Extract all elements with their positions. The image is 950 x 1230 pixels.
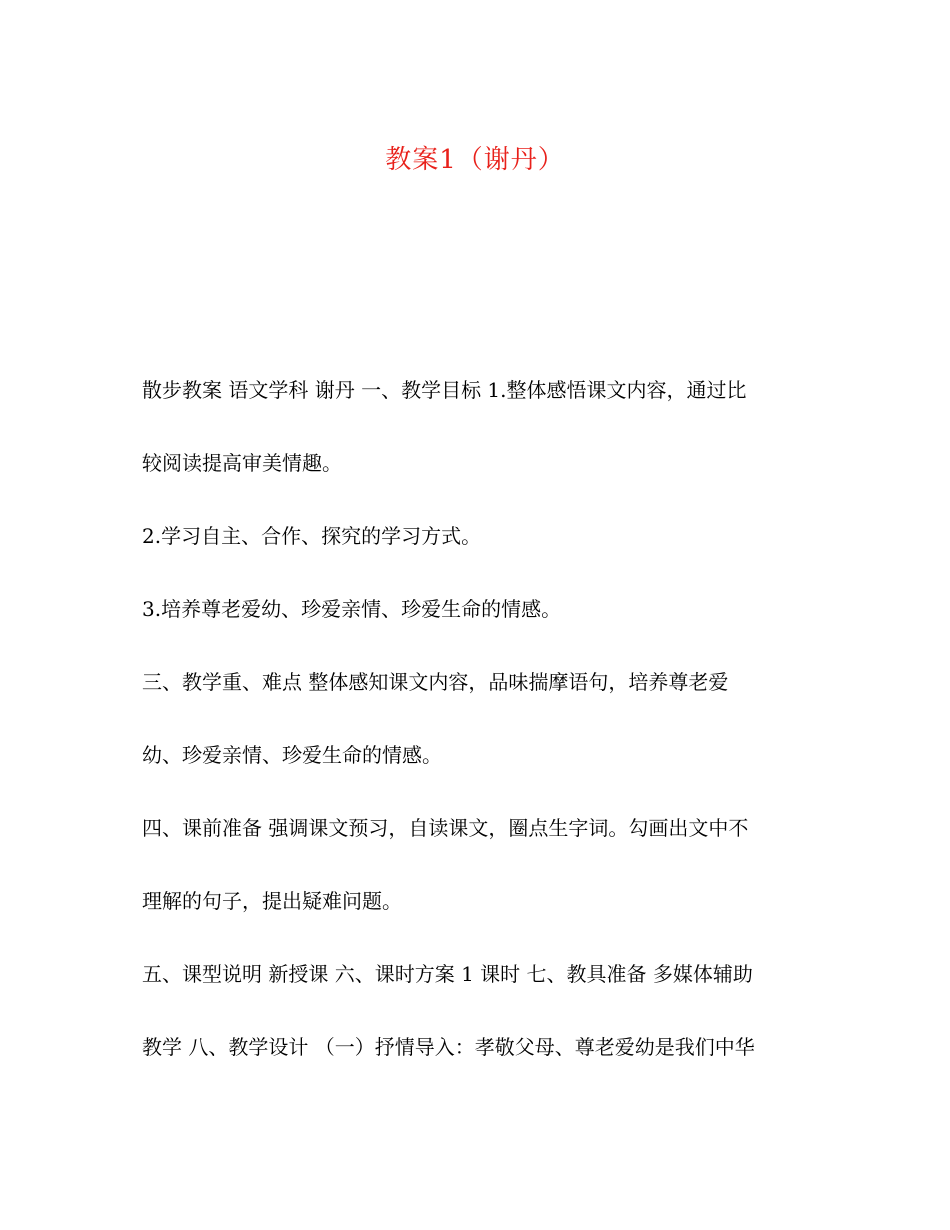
body-line-2: 较阅读提高审美情趣。 — [142, 451, 342, 475]
body-line-10: 教学 八、教学设计 （一）抒情导入：孝敬父母、尊老爱幼是我们中华 — [142, 1035, 755, 1059]
body-line-1: 散步教案 语文学科 谢丹 一、教学目标 1.整体感悟课文内容，通过比 — [142, 378, 747, 402]
body-line-6: 幼、珍爱亲情、珍爱生命的情感。 — [142, 743, 442, 767]
body-line-3: 2.学习自主、合作、探究的学习方式。 — [142, 524, 482, 548]
body-line-7: 四、课前准备 强调课文预习，自读课文，圈点生字词。勾画出文中不 — [142, 816, 749, 840]
document-body — [142, 370, 822, 1100]
body-line-5: 三、教学重、难点 整体感知课文内容，品味揣摩语句，培养尊老爱 — [142, 670, 729, 694]
body-line-8: 理解的句子，提出疑难问题。 — [142, 889, 402, 913]
document-title: 教案1（谢丹） — [385, 145, 565, 175]
body-line-9: 五、课型说明 新授课 六、课时方案 1 课时 七、教具准备 多媒体辅助 — [142, 962, 753, 986]
body-line-4: 3.培养尊老爱幼、珍爱亲情、珍爱生命的情感。 — [142, 597, 562, 621]
